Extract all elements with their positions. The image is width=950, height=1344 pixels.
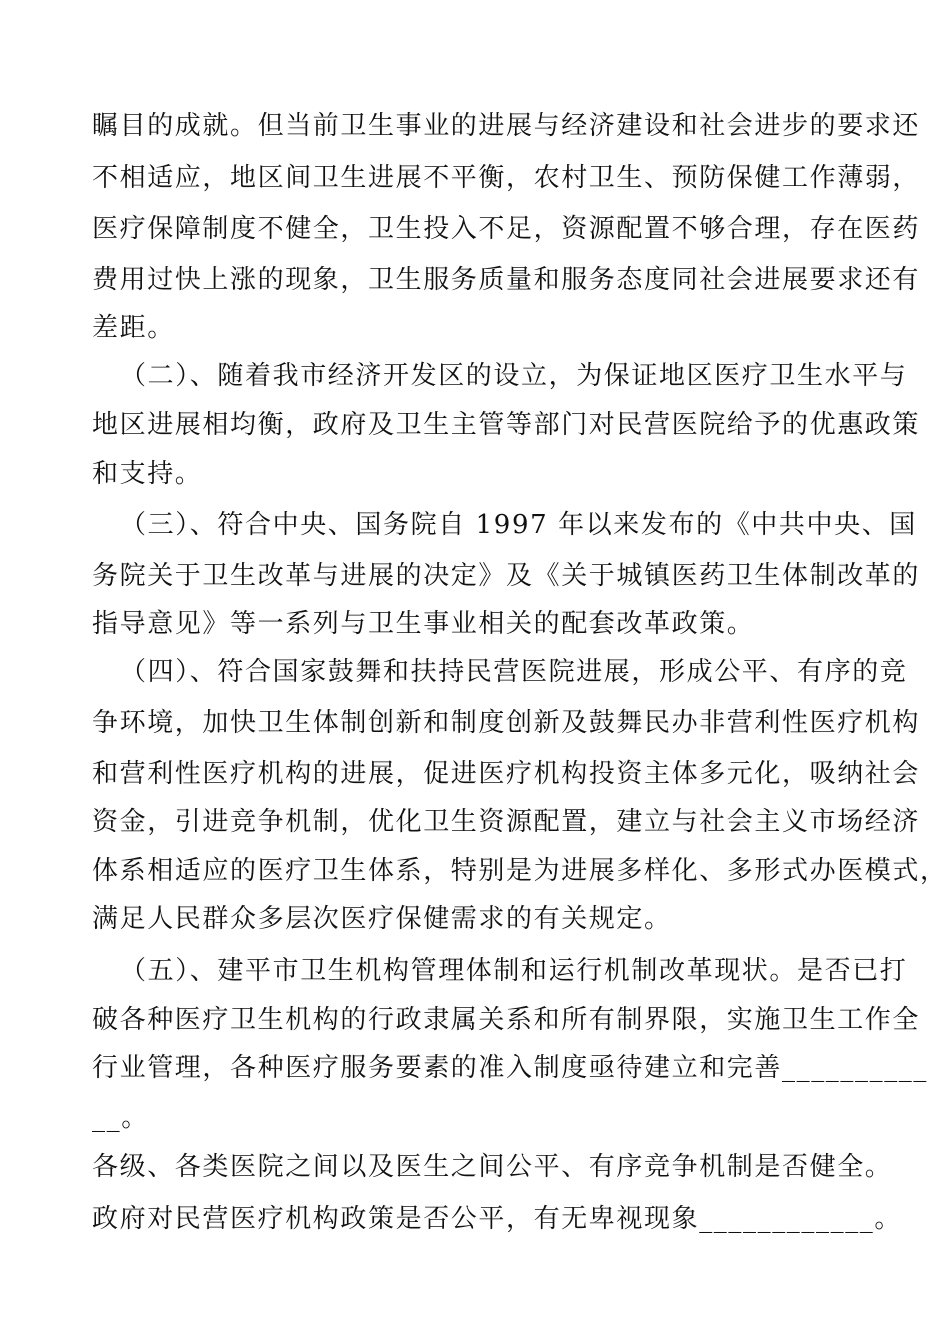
paragraph-heading-2: （二）、随着我市经济开发区的设立，为保证地区医疗卫生水平与 [120, 361, 908, 391]
text-line: 不相适应，地区间卫生进展不平衡，农村卫生、预防保健工作薄弱， [92, 163, 921, 193]
text-line: 地区进展相均衡，政府及卫生主管等部门对民营医院给予的优惠政策 [92, 410, 921, 440]
text-line: 争环境，加快卫生体制创新和制度创新及鼓舞民办非营利性医疗机构 [92, 708, 921, 738]
text-line: 各级、各类医院之间以及医生之间公平、有序竞争机制是否健全。 [92, 1152, 893, 1182]
text-line: 资金，引进竞争机制，优化卫生资源配置，建立与社会主义市场经济 [92, 807, 921, 837]
text-line: 和支持。 [92, 459, 203, 489]
paragraph-heading-5: （五）、建平市卫生机构管理体制和运行机制改革现状。是否已打 [120, 956, 908, 986]
text-line: 医疗保障制度不健全，卫生投入不足，资源配置不够合理，存在医药 [92, 214, 921, 244]
text-line: 差距。 [92, 313, 175, 343]
text-line: 和营利性医疗机构的进展，促进医疗机构投资主体多元化，吸纳社会 [92, 759, 921, 789]
paragraph-heading-4: （四）、符合国家鼓舞和扶持民营医院进展，形成公平、有序的竞 [120, 657, 908, 687]
text-line: 满足人民群众多层次医疗保健需求的有关规定。 [92, 904, 672, 934]
text-line: 指导意见》等一系列与卫生事业相关的配套改革政策。 [92, 609, 755, 639]
text-line: 政府对民营医疗机构政策是否公平，有无卑视现象____________。 [92, 1204, 903, 1234]
text-line: 费用过快上涨的现象，卫生服务质量和服务态度同社会进展要求还有 [92, 265, 921, 295]
text-line: 瞩目的成就。但当前卫生事业的进展与经济建设和社会进步的要求还 [92, 111, 921, 141]
text-line: 务院关于卫生改革与进展的决定》及《关于城镇医药卫生体制改革的 [92, 561, 921, 591]
paragraph-heading-3: （三）、符合中央、国务院自 1997 年以来发布的《中共中央、国 [120, 510, 917, 540]
text-line: 破各种医疗卫生机构的行政隶属关系和所有制界限，实施卫生工作全 [92, 1005, 921, 1035]
text-line: 行业管理，各种医疗服务要素的准入制度亟待建立和完善__________ [92, 1053, 929, 1083]
text-line: __。 [92, 1103, 149, 1133]
text-line: 体系相适应的医疗卫生体系，特别是为进展多样化、多形式办医模式， [92, 856, 948, 886]
